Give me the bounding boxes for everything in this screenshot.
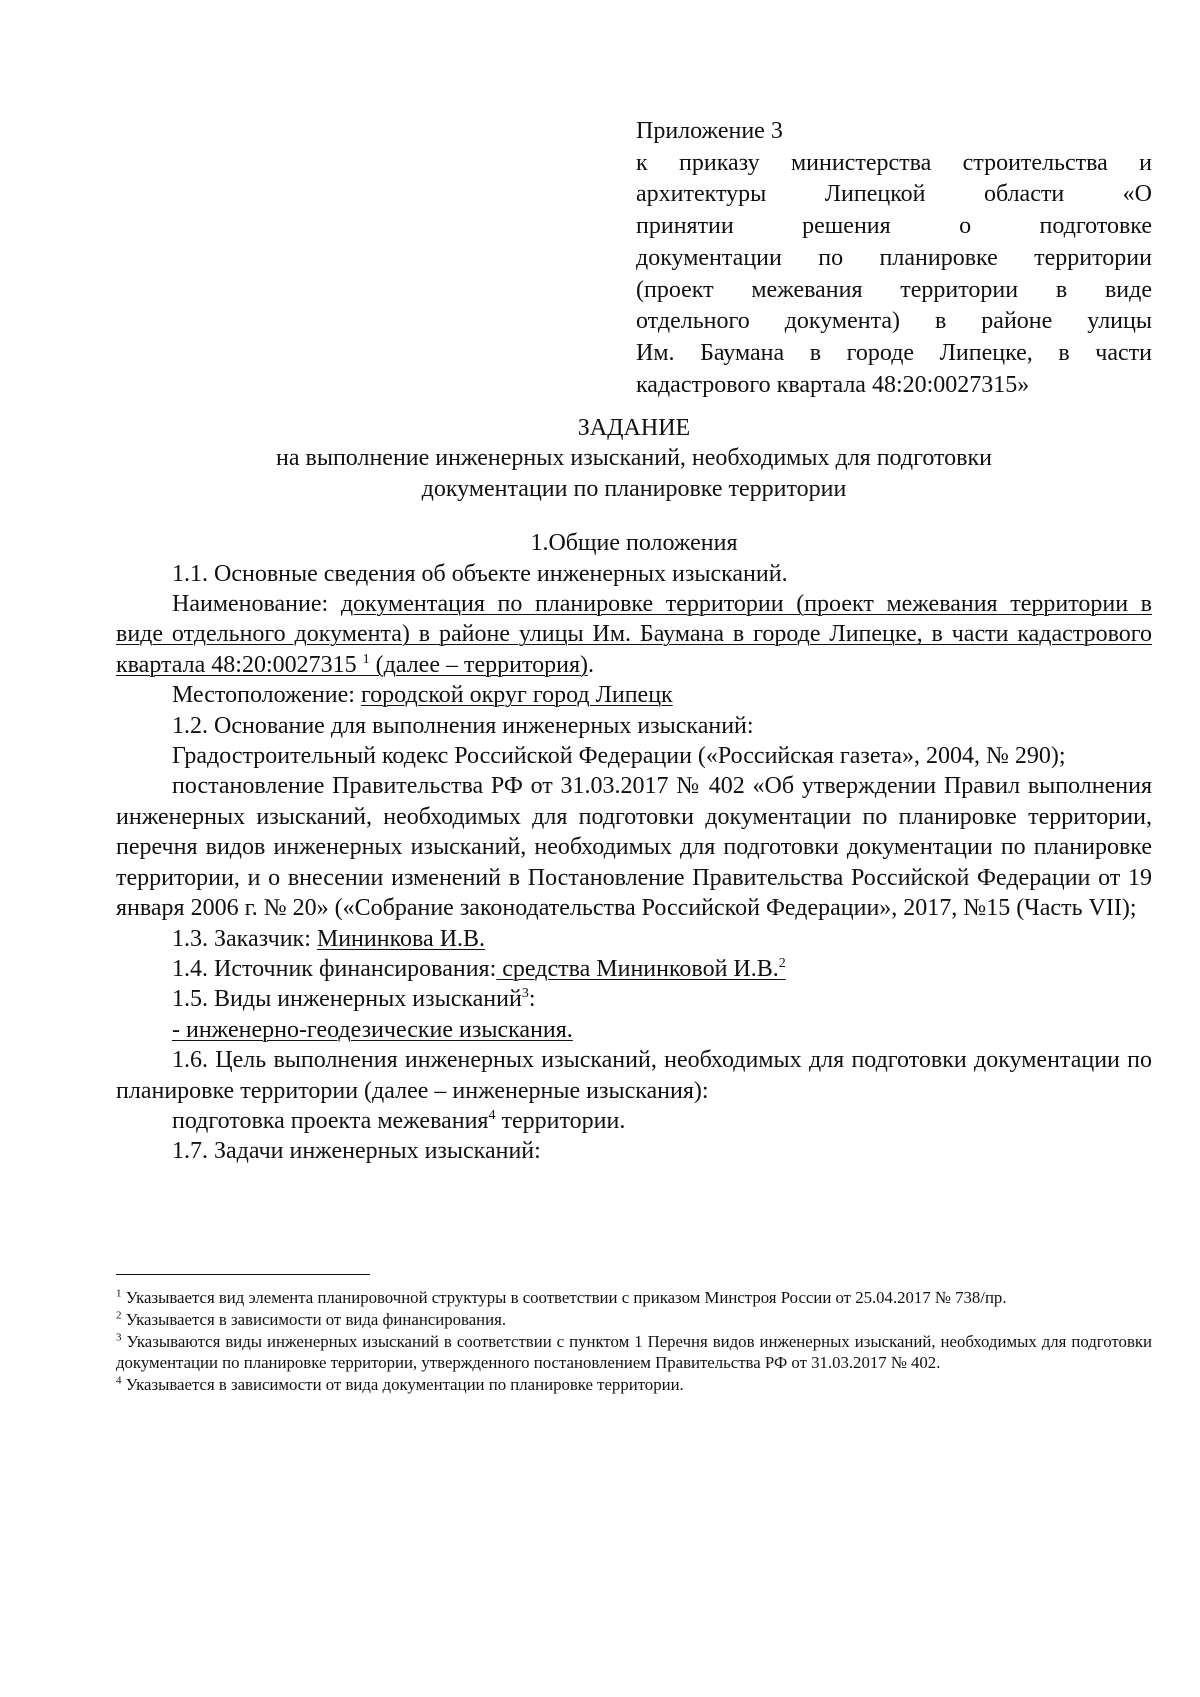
- footnote: $^4$ Указывается в зависимости от вида документации по планировке территории.: [116, 1374, 684, 1395]
- basis-item: постановление Правительства РФ от 31.03.2017 № 402 «Об утверждении Правил выполнения инженерных изысканий, необходимых для подготовки документации по планировке территории, перечня видов инженерных изысканий, необходимых для подготовки документации по планировке территории, и о внесении изменений в Постановление Правительства Российской Федерации от 19 января 2006 г. № 20» («Собрание законодательства Российской Федерации», 2017, №15 (Часть VII);: [116, 773, 1152, 922]
- paragraph-1-4: 1.4. Источник финансирования: средства Мининковой И.В.$^2$: [172, 955, 786, 982]
- annex-line: к приказу министерства строительства и: [636, 149, 1152, 176]
- name-value: документация по планировке территории (проект межевания территории в виде отдельного документа) в районе улицы Им. Баумана в городе Липецке, в части кадастрового квартала 48:20:0027315 $^1$ (далее – территория): [116, 591, 1152, 678]
- annex-line: документации по планировке территории: [636, 244, 1152, 271]
- paragraph-goal: подготовка проекта межевания$^4$ территории.: [172, 1107, 626, 1134]
- footnote: $^2$ Указывается в зависимости от вида финансирования.: [116, 1309, 507, 1329]
- location-value: городской округ город Липецк: [360, 682, 673, 709]
- footnote: $^3$ Указываются виды инженерных изысканий в соответствии с пунктом 1 Перечня видов инженерных изысканий, необходимых для подготовки документации по планировке территории, утвержденного постановлением Правительства РФ от 31.03.2017 № 402.: [116, 1331, 1152, 1373]
- footnote-ref: 1: [362, 651, 370, 667]
- name-label: Наименование:: [172, 591, 341, 618]
- section-heading: 1.Общие положения: [530, 530, 738, 557]
- document-page: [116, 0, 1152, 1697]
- document-body: [116, 413, 1152, 1167]
- annex-line: принятии решения о подготовке: [636, 213, 1152, 240]
- annex-line: кадастрового квартала 48:20:0027315»: [636, 371, 1030, 398]
- annex-line: отдельного документа) в районе улицы: [636, 308, 1152, 335]
- footnote-ref: 3: [521, 986, 529, 1002]
- paragraph-1-2: 1.2. Основание для выполнения инженерных изысканий:: [172, 712, 754, 739]
- document-title: ЗАДАНИЕ: [577, 415, 691, 441]
- footnote-ref: 2: [778, 955, 786, 971]
- footnote-ref: 4: [488, 1107, 496, 1123]
- document-subtitle: документации по планировке территории: [421, 475, 847, 502]
- paragraph-location: [116, 680, 1152, 710]
- footnotes: [116, 1287, 1152, 1396]
- survey-type: - инженерно-геодезические изыскания.: [172, 1016, 573, 1043]
- annex-header: [636, 116, 1152, 401]
- paragraph-1-3: 1.3. Заказчик: Мининкова И.В.: [172, 925, 486, 952]
- paragraph-1-5: 1.5. Виды инженерных изысканий$^3$:: [172, 986, 536, 1013]
- annex-number: Приложение 3: [636, 118, 783, 144]
- customer-name: Мининкова И.В.: [316, 925, 486, 952]
- paragraph-1-1: 1.1. Основные сведения об объекте инженерных изысканий.: [172, 560, 788, 587]
- footnote: $^1$ Указывается вид элемента планировочной структуры в соответствии с приказом Минстроя России от 25.04.2017 № 738/пр.: [116, 1287, 1007, 1307]
- annex-line: (проект межевания территории в виде: [636, 276, 1152, 303]
- paragraph-name: Наименование: документация по планировке территории (проект межевания территории в виде отдельного документа) в районе улицы Им. Баумана в городе Липецке, в части кадастрового квартала 48:20:0027315 $^1$ (далее – территория).: [116, 591, 1152, 678]
- location-label: Местоположение:: [172, 682, 361, 709]
- annex-line: архитектуры Липецкой области «О: [636, 181, 1152, 208]
- funding-source: средства Мининковой И.В.$^2$: [496, 955, 786, 982]
- annex-line: Им. Баумана в городе Липецке, в части: [636, 339, 1152, 366]
- basis-item: Градостроительный кодекс Российской Федерации («Российская газета», 2004, № 290);: [172, 743, 1066, 770]
- paragraph-1-7: 1.7. Задачи инженерных изысканий:: [172, 1138, 541, 1165]
- document-subtitle: на выполнение инженерных изысканий, необходимых для подготовки: [275, 445, 993, 472]
- footnote-separator: [116, 1274, 370, 1275]
- paragraph-1-6: 1.6. Цель выполнения инженерных изысканий, необходимых для подготовки документации по планировке территории (далее – инженерные изыскания):: [116, 1047, 1152, 1104]
